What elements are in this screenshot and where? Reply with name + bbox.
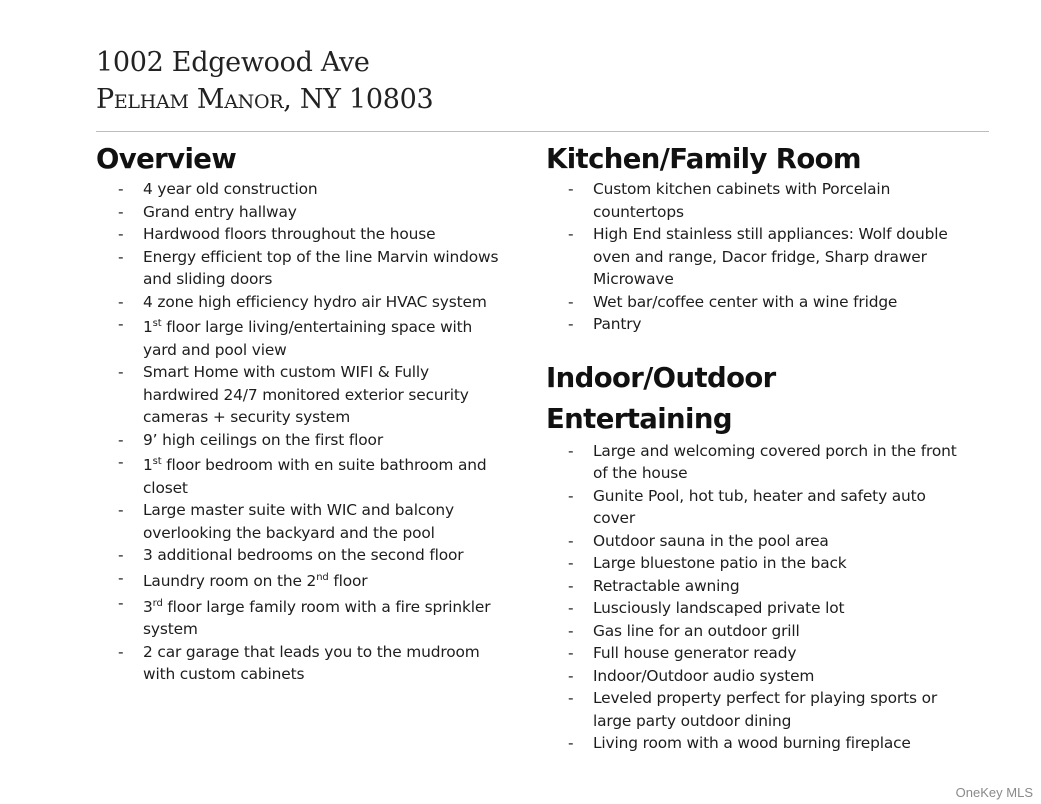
- list-item: [546, 291, 966, 314]
- list-item-text: Lusciously landscaped private lot: [593, 599, 845, 617]
- list-item-text: Smart Home with custom WIFI & Fully hardwired 24/7 monitored exterior security cameras + security system: [143, 363, 469, 427]
- list-item: [96, 592, 506, 640]
- list-item-text: 3rd floor large family room with a fire sprinkler system: [143, 597, 491, 638]
- kitchen-section: [546, 140, 966, 336]
- list-item-text: Full house generator ready: [593, 644, 797, 662]
- list-item: [96, 223, 506, 246]
- bullet-dash: -: [568, 315, 574, 333]
- bullet-dash: -: [118, 292, 124, 311]
- list-item-text: Gas line for an outdoor grill: [593, 621, 800, 640]
- bullet-dash: -: [568, 225, 574, 243]
- list-item-text: Wet bar/coffee center with a wine fridge: [593, 292, 898, 311]
- bullet-dash: -: [568, 531, 574, 550]
- list-item-text: Gunite Pool, hot tub, heater and safety auto cover: [593, 486, 926, 527]
- address-city-state-zip: Pelham Manor, NY 10803: [96, 84, 434, 115]
- bullet-dash: -: [118, 501, 124, 520]
- mls-watermark: OneKey MLS: [955, 785, 1033, 800]
- address-street: 1002 Edgewood Ave: [96, 47, 370, 78]
- list-item: [546, 575, 966, 598]
- list-item: [546, 642, 966, 665]
- list-item-text: 4 year old construction: [143, 180, 318, 198]
- list-item-text: Leveled property perfect for playing sports or large party outdoor dining: [593, 689, 938, 730]
- bullet-dash: -: [568, 689, 574, 707]
- list-item: [96, 361, 506, 429]
- list-item-text: 2 car garage that leads you to the mudroom with custom cabinets: [143, 642, 480, 683]
- list-item-text: 1st floor bedroom with en suite bathroom and closet: [143, 456, 487, 497]
- kitchen-list: [546, 178, 966, 336]
- list-item: [546, 665, 966, 688]
- bullet-dash: -: [568, 666, 574, 685]
- bullet-dash: -: [568, 599, 574, 617]
- bullet-dash: -: [568, 621, 574, 640]
- list-item-text: Pantry: [593, 315, 642, 333]
- list-item: [96, 544, 506, 567]
- list-item-text: Large bluestone patio in the back: [593, 554, 847, 572]
- list-item-text: Large and welcoming covered porch in the front of the house: [593, 441, 957, 482]
- list-item-text: Indoor/Outdoor audio system: [593, 666, 815, 685]
- bullet-dash: -: [568, 180, 574, 198]
- list-item-text: Outdoor sauna in the pool area: [593, 531, 829, 550]
- list-item-text: Large master suite with WIC and balcony overlooking the backyard and the pool: [143, 501, 454, 542]
- right-column: [546, 140, 966, 755]
- list-item: [96, 451, 506, 499]
- list-item: [96, 641, 506, 686]
- list-item: [546, 732, 966, 755]
- list-item: [96, 429, 506, 452]
- list-item: [96, 567, 506, 593]
- bullet-dash: -: [118, 642, 124, 661]
- list-item: [546, 597, 966, 620]
- bullet-dash: -: [118, 202, 124, 221]
- overview-heading: Overview: [96, 143, 237, 175]
- bullet-dash: -: [118, 430, 124, 449]
- bullet-dash: -: [568, 734, 574, 752]
- list-item: [96, 291, 506, 314]
- bullet-dash: -: [118, 546, 124, 565]
- list-item: [546, 552, 966, 575]
- list-item-text: 3 additional bedrooms on the second floor: [143, 546, 464, 565]
- list-item-text: Living room with a wood burning fireplace: [593, 734, 911, 752]
- bullet-dash: -: [568, 554, 574, 572]
- entertaining-list: [546, 440, 966, 755]
- bullet-dash: -: [568, 576, 574, 595]
- kitchen-heading: Kitchen/Family Room: [546, 143, 861, 175]
- list-item: [546, 313, 966, 336]
- bullet-dash: -: [568, 644, 574, 662]
- list-item: [546, 485, 966, 530]
- list-item-text: 1st floor large living/entertaining space with yard and pool view: [143, 318, 473, 359]
- overview-section: [96, 140, 506, 686]
- list-item: [546, 620, 966, 643]
- list-item: [546, 223, 966, 291]
- bullet-dash: -: [568, 486, 574, 505]
- bullet-dash: -: [568, 441, 574, 460]
- bullet-dash: -: [118, 363, 124, 382]
- overview-list: [96, 178, 506, 686]
- bullet-dash: -: [118, 453, 124, 472]
- list-item-text: 9’ high ceilings on the first floor: [143, 430, 384, 449]
- list-item: [96, 246, 506, 291]
- bullet-dash: -: [118, 247, 124, 266]
- list-item-text: High End stainless still appliances: Wolf double oven and range, Dacor fridge, Sharp drawer Microwave: [593, 225, 948, 288]
- bullet-dash: -: [118, 594, 124, 613]
- list-item-text: Laundry room on the 2nd floor: [143, 571, 368, 590]
- list-item: [96, 201, 506, 224]
- header-divider: [96, 131, 989, 132]
- list-item-text: 4 zone high efficiency hydro air HVAC system: [143, 292, 487, 311]
- bullet-dash: -: [568, 292, 574, 311]
- bullet-dash: -: [118, 180, 124, 198]
- list-item-text: Energy efficient top of the line Marvin windows and sliding doors: [143, 247, 499, 288]
- list-item: [546, 530, 966, 553]
- list-item-text: Retractable awning: [593, 576, 740, 595]
- list-item-text: Custom kitchen cabinets with Porcelain countertops: [593, 180, 891, 221]
- list-item: [546, 687, 966, 732]
- bullet-dash: -: [118, 315, 124, 333]
- list-item: [546, 178, 966, 223]
- entertaining-heading: Indoor/Outdoor Entertaining: [546, 361, 776, 435]
- list-item: [96, 178, 506, 201]
- bullet-dash: -: [118, 225, 124, 243]
- list-item: [96, 313, 506, 361]
- list-item-text: Grand entry hallway: [143, 202, 297, 221]
- entertaining-section: [546, 358, 966, 755]
- list-item: [546, 440, 966, 485]
- list-item: [96, 499, 506, 544]
- bullet-dash: -: [118, 568, 124, 587]
- list-item-text: Hardwood floors throughout the house: [143, 225, 436, 243]
